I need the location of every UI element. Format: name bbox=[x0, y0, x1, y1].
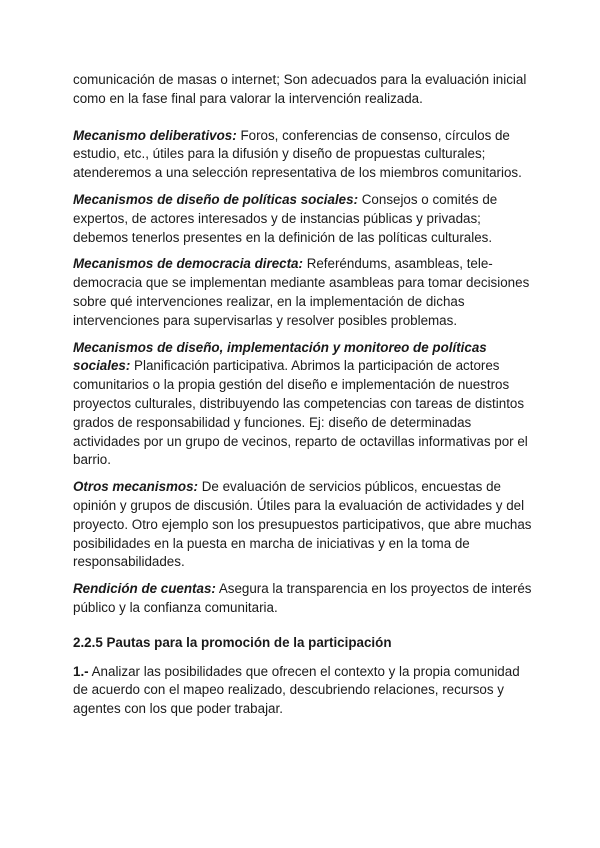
term-description: Referéndums, asambleas, tele-democracia que se implementan mediante asambleas para tomar decisiones sobre qué intervenciones realizar, en la implementación de dichas intervenciones para supervisarlas y resolver posibles problemas. bbox=[73, 256, 530, 328]
mechanism-design-implementation-monitoring bbox=[73, 339, 533, 471]
term-description: Asegura la transparencia en los proyectos de interés público y la confianza comunitaria. bbox=[73, 581, 532, 615]
term-description: De evaluación de servicios públicos, encuestas de opinión y grupos de discusión. Útiles para la evaluación de actividades y del proyecto. Otro ejemplo son los presupuestos participativos, que abre muchas posibilidades en la puesta en marcha de iniciativas y en la toma de responsabilidades. bbox=[73, 479, 532, 570]
guideline-number: 1.- bbox=[73, 663, 89, 679]
mechanism-others bbox=[73, 478, 533, 572]
mechanism-deliberative bbox=[73, 127, 533, 183]
term-description: Foros, conferencias de consenso, círculos de estudio, etc., útiles para la difusión y diseño de propuestas culturales; atenderemos a una selección representativa de los miembros comunitarios. bbox=[73, 127, 522, 181]
mechanism-direct-democracy bbox=[73, 255, 533, 330]
term-description: Consejos o comités de expertos, de actores interesados y de instancias públicas y privadas; debemos tenerlos presentes en la definición de las políticas culturales. bbox=[73, 191, 498, 245]
guideline-text: Analizar las posibilidades que ofrecen el contexto y la propia comunidad de acuerdo con el mapeo realizado, descubriendo relaciones, recursos y agentes con los que poder trabajar. bbox=[73, 663, 520, 717]
guideline-item bbox=[73, 663, 533, 719]
document-page bbox=[73, 71, 533, 719]
term-label: Mecanismos de democracia directa: bbox=[73, 256, 303, 272]
term-label: Mecanismo deliberativos: bbox=[73, 127, 237, 143]
intro-paragraph: comunicación de masas o internet; Son adecuados para la evaluación inicial como en la fase final para valorar la intervención realizada. bbox=[73, 72, 527, 106]
section-heading: 2.2.5 Pautas para la promoción de la participación bbox=[73, 634, 392, 650]
term-label: Otros mecanismos: bbox=[73, 479, 199, 495]
term-description: Planificación participativa. Abrimos la participación de actores comunitarios o la propia gestión del diseño e implementación de nuestros proyectos culturales, distribuyendo las competencias con tareas de distintos grados de responsabilidad y funciones. Ej: diseño de determinadas actividades por un grupo de vecinos, reparto de octavillas informativas por el barrio. bbox=[73, 358, 528, 468]
mechanism-social-policy-design bbox=[73, 191, 533, 247]
term-label: Mecanismos de diseño, implementación y monitoreo de políticas sociales: bbox=[73, 339, 487, 374]
term-label: Rendición de cuentas: bbox=[73, 581, 216, 597]
term-label: Mecanismos de diseño de políticas sociales: bbox=[73, 191, 359, 207]
mechanism-accountability bbox=[73, 580, 533, 618]
